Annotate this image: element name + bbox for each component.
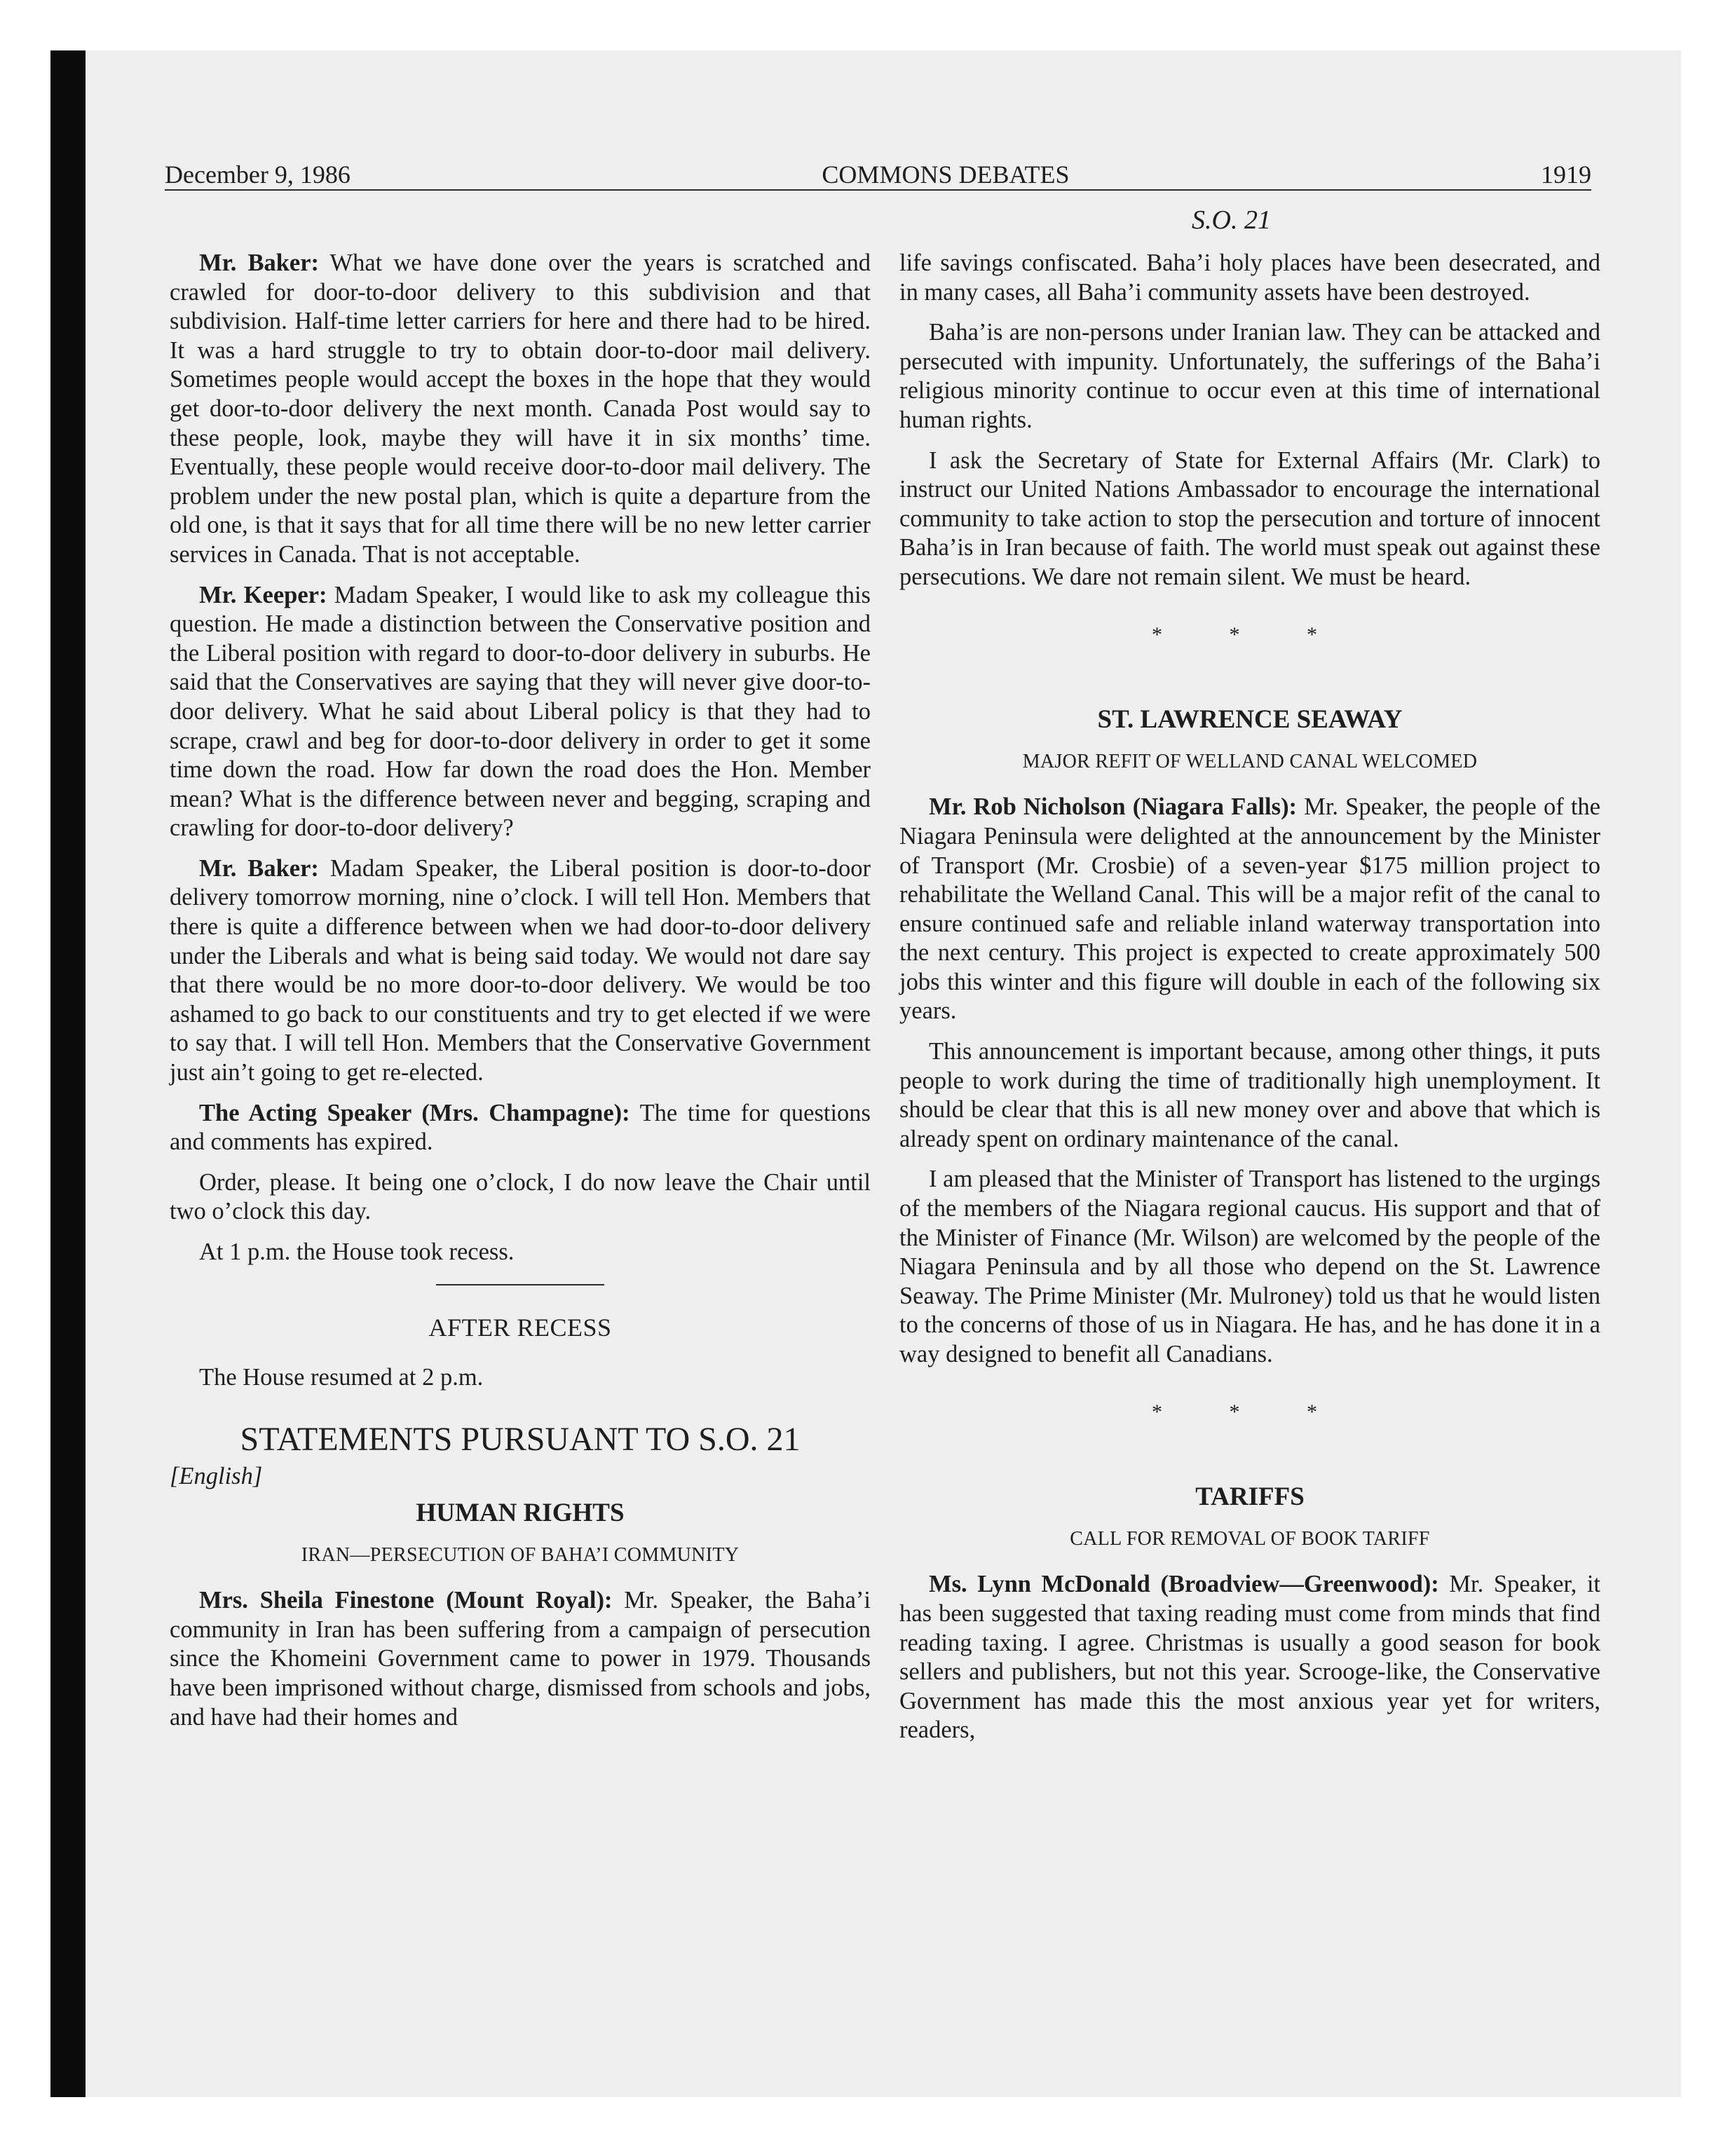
header-rule: [165, 189, 1591, 191]
scan-binding-edge: [50, 50, 86, 2097]
header-page-number: 1919: [1541, 161, 1591, 189]
section-separator: * * *: [1152, 1400, 1348, 1424]
paragraph-text: Mr. Speaker, the people of the Niagara Peninsula were delighted at the announcement by the Minister of Transport (Mr. Crosbie) of a seven-year $175 million project to rehabilitate the Welland Canal. This will be a major refit of the canal to ensure continued safe and reliable inland waterway transportation into the next century. This project is expected to create approximately 500 jobs this winter and this figure will double in each of the following six years.: [899, 793, 1600, 1025]
paragraph-text: The time for questions and comments has expired.: [170, 1099, 871, 1156]
subheading-book-tariff: CALL FOR REMOVAL OF BOOK TARIFF: [1070, 1527, 1430, 1550]
heading-tariffs: TARIFFS: [1195, 1482, 1305, 1512]
paragraph-text: Mr. Speaker, it has been suggested that taxing reading must come from minds that find reading taxing. I agree. Christmas is usually a good season for book sellers and publishers, but not this year. Scrooge-like, the Conservative Government has made this the most anxious year yet for writers, readers,: [899, 1571, 1600, 1744]
language-marker: [English]: [170, 1463, 263, 1490]
speaker-name: Mrs. Sheila Finestone (Mount Royal):: [199, 1587, 613, 1614]
right-column: [899, 249, 1600, 1756]
paragraph: life savings confiscated. Baha’i holy places have been desecrated, and in many cases, all Baha’i community assets have been destroyed.: [899, 250, 1600, 306]
subheading-welland: MAJOR REFIT OF WELLAND CANAL WELCOMED: [1022, 750, 1478, 772]
speaker-name: Ms. Lynn McDonald (Broadview—Greenwood):: [929, 1571, 1439, 1598]
paragraph-text: Madam Speaker, I would like to ask my colleague this question. He made a distinction between the Conservative position and the Liberal position with regard to door-to-door delivery in suburbs. He said that the Conservatives are saying that they will never give door-to-door delivery. What he said about Liberal policy is that they had to scrape, crawl and beg for door-to-door delivery in order to get it some time down the road. How far down the road does the Hon. Member mean? What is the difference between never and begging, scraping and crawling for door-to-door delivery?: [170, 581, 871, 842]
paragraph: Order, please. It being one o’clock, I do now leave the Chair until two o’clock this day.: [170, 1168, 871, 1225]
paragraph: [899, 1570, 1600, 1745]
speaker-name: The Acting Speaker (Mrs. Champagne):: [199, 1099, 630, 1126]
speaker-name: Mr. Rob Nicholson (Niagara Falls):: [929, 793, 1298, 821]
paragraph: At 1 p.m. the House took recess.: [199, 1239, 515, 1265]
paragraph: Baha’is are non-persons under Iranian law. They can be attacked and persecuted with impunity. Unfortunately, the sufferings of the Baha’i religious minority continue to occur even at this time of international human rights.: [899, 319, 1600, 433]
header-date: December 9, 1986: [165, 161, 351, 189]
paragraph: [170, 581, 871, 843]
heading-seaway: ST. LAWRENCE SEAWAY: [1097, 705, 1403, 735]
paragraph-text: Madam Speaker, the Liberal position is door-to-door delivery tomorrow morning, nine o’clock. I will tell Hon. Members that there is quite a difference between when we had door-to-door delivery under the Liberals and what is being said today. We would not dare say that there would be no more door-to-door delivery. We would be too ashamed to go back to our constituents and try to get elected if we were to say that. I will tell Hon. Members that the Conservative Government just ain’t going to get re-elected.: [170, 854, 871, 1086]
heading-human-rights: HUMAN RIGHTS: [416, 1498, 625, 1527]
paragraph-text: Mr. Speaker, the Baha’i community in Iran has been suffering from a campaign of persecution since the Khomeini Government came to power in 1979. Thousands have been imprisoned without charge, dismissed from schools and jobs, and have had their homes and: [170, 1587, 871, 1731]
paragraph: [170, 1099, 871, 1157]
paragraph: [899, 793, 1600, 1026]
top-margin: [0, 0, 1735, 50]
section-separator: * * *: [1152, 622, 1348, 646]
paragraph: This announcement is important because, among other things, it puts people to work during the time of traditionally high unemployment. It should be clear that this is all new money over and above that which is already spent on ordinary maintenance of the canal.: [899, 1038, 1600, 1152]
paragraph: The House resumed at 2 p.m.: [199, 1364, 484, 1391]
speaker-name: Mr. Baker:: [199, 854, 319, 882]
section-divider: [436, 1284, 604, 1285]
paragraph: [170, 249, 871, 570]
paragraph: I ask the Secretary of State for External Affairs (Mr. Clark) to instruct our United Nations Ambassador to encourage the international community to take action to stop the persecution and torture of innocent Baha’is in Iran because of faith. The world must speak out against these persecutions. We dare not remain silent. We must be heard.: [899, 446, 1600, 590]
paragraph-text: What we have done over the years is scratched and crawled for door-to-door delivery to this subdivision and that subdivision. Half-time letter carriers for here and there had to be hired. It was a hard struggle to try to obtain door-to-door mail delivery. Sometimes people would accept the boxes in the hope that they would get door-to-door delivery the next month. Canada Post would say to these people, look, maybe they will have it in six months’ time. Eventually, these people would receive door-to-door mail delivery. The problem under the new postal plan, which is quite a departure from the old one, is that it says that for all time there will be no new letter carrier services in Canada. That is not acceptable.: [170, 250, 871, 568]
paragraph: [170, 1586, 871, 1732]
heading-statements: STATEMENTS PURSUANT TO S.O. 21: [240, 1420, 801, 1458]
left-column: [170, 249, 871, 1743]
section-marker: S.O. 21: [1192, 205, 1271, 235]
speaker-name: Mr. Baker:: [199, 250, 320, 276]
header-title: COMMONS DEBATES: [822, 161, 1070, 189]
speaker-name: Mr. Keeper:: [199, 581, 327, 608]
subheading-iran: IRAN—PERSECUTION OF BAHA’I COMMUNITY: [301, 1543, 740, 1566]
running-header: [165, 156, 1591, 189]
heading-after-recess: AFTER RECESS: [428, 1313, 612, 1342]
paragraph: [170, 854, 871, 1088]
paragraph: I am pleased that the Minister of Transport has listened to the urgings of the members of the Niagara regional caucus. His support and that of the Minister of Finance (Mr. Wilson) are welcomed by the people of the Niagara Peninsula and by all those who depend on the St. Lawrence Seaway. The Prime Minister (Mr. Mulroney) told us that he would listen to the concerns of those of us in Niagara. He has, and he has done it in a way designed to benefit all Canadians.: [899, 1166, 1600, 1367]
